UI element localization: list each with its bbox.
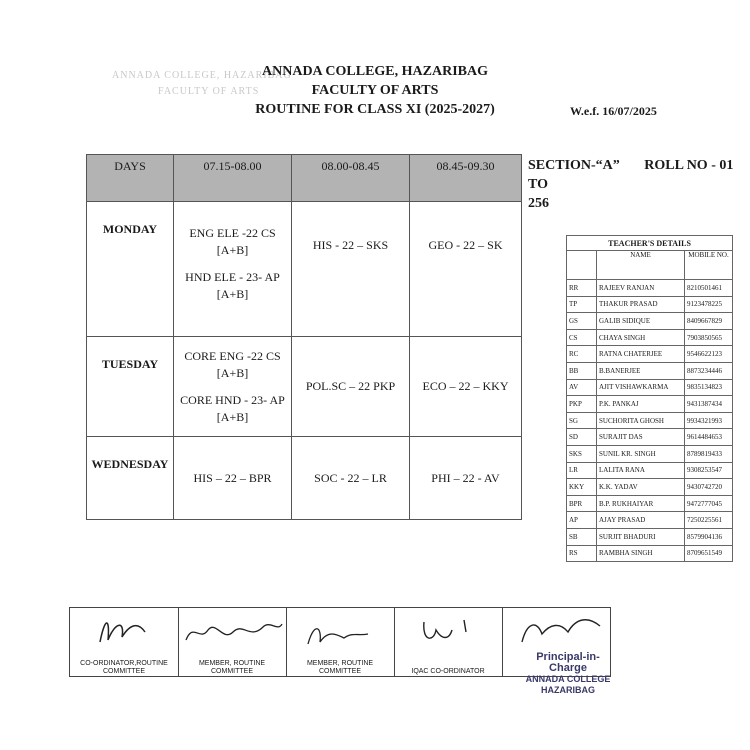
teacher-mobile: 9934321993: [685, 412, 733, 429]
teacher-header-row: [567, 251, 733, 280]
slot-text: HIS - 22 – SKS: [312, 238, 389, 252]
slot-text: PHI – 22 - AV: [431, 470, 500, 485]
slot-text: SOC - 22 – LR: [314, 470, 387, 485]
teacher-code: LR: [567, 462, 597, 479]
signature-scrawl: [502, 612, 610, 652]
code-header: [567, 251, 597, 280]
slot-line: [A+B]: [216, 287, 249, 301]
teacher-mobile: 9614484653: [685, 429, 733, 446]
teacher-mobile: 8873234446: [685, 362, 733, 379]
teacher-name: RAJEEV RANJAN: [597, 280, 685, 297]
slot-text: POL.SC – 22 PKP: [305, 379, 396, 393]
teacher-mobile: 9835134823: [685, 379, 733, 396]
routine-row-monday: [87, 202, 522, 337]
teacher-mobile: 8709651549: [685, 545, 733, 562]
teacher-code: TP: [567, 296, 597, 313]
effective-date: W.e.f. 16/07/2025: [570, 104, 657, 118]
stamp-place: HAZARIBAG: [541, 685, 595, 695]
teacher-mobile: 9431387434: [685, 396, 733, 413]
stamp-title: Principal-in-Charge: [536, 651, 600, 674]
slot-cell: [174, 337, 292, 437]
routine-title: ROUTINE FOR CLASS XI (2025-2027): [255, 102, 495, 117]
routine-table: [86, 154, 522, 520]
teacher-table-title: TEACHER'S DETAILS: [567, 236, 733, 251]
routine-row-tuesday: [87, 337, 522, 437]
stamp-college: ANNADA COLLEGE: [525, 674, 611, 684]
slot-line: [A+B]: [216, 409, 249, 424]
teacher-row: [567, 445, 733, 462]
slot-cell: [410, 437, 522, 520]
teacher-name: B.P. RUKHAIYAR: [597, 495, 685, 512]
slot-cell: [292, 337, 410, 437]
teacher-mobile: 8789819433: [685, 445, 733, 462]
signature-scrawl: [178, 612, 286, 652]
teacher-row: [567, 545, 733, 562]
slot-line: [A+B]: [216, 243, 249, 257]
teacher-code: RR: [567, 280, 597, 297]
teacher-mobile: 9123478225: [685, 296, 733, 313]
teacher-title-row: [567, 236, 733, 251]
name-header: NAME: [597, 251, 685, 280]
roll-range: ROLL NO - 01 TO: [528, 158, 734, 192]
teacher-mobile: 7903850565: [685, 329, 733, 346]
slot-line: ENG ELE -22 CS: [189, 226, 276, 240]
slot-header: 08.00-08.45: [292, 155, 410, 202]
teacher-name: SURJIT BHADURI: [597, 528, 685, 545]
section-label: SECTION-“A”: [528, 158, 620, 173]
teacher-row: [567, 479, 733, 496]
faint-background-text-2: FACULTY OF ARTS: [158, 86, 260, 97]
slot-cell: [292, 202, 410, 337]
principal-stamp: [518, 652, 618, 696]
day-cell: WEDNESDAY: [87, 437, 174, 520]
member-label: MEMBER, ROUTINE COMMITTEE: [198, 660, 266, 675]
teacher-name: THAKUR PRASAD: [597, 296, 685, 313]
teacher-row: [567, 313, 733, 330]
teacher-details-table: [566, 235, 733, 562]
teacher-name: CHAYA SINGH: [597, 329, 685, 346]
teacher-code: GS: [567, 313, 597, 330]
teacher-row: [567, 412, 733, 429]
teacher-name: LALITA RANA: [597, 462, 685, 479]
teacher-name: RAMBHA SINGH: [597, 545, 685, 562]
days-header: DAYS: [87, 155, 174, 202]
teacher-name: AJIT VISHAWKARMA: [597, 379, 685, 396]
teacher-row: [567, 346, 733, 363]
teacher-code: KKY: [567, 479, 597, 496]
teacher-row: [567, 495, 733, 512]
teacher-name: GALIB SIDIQUE: [597, 313, 685, 330]
teacher-mobile: 8579904136: [685, 528, 733, 545]
signature-scrawl: [286, 612, 394, 652]
teacher-name: B.BANERJEE: [597, 362, 685, 379]
teacher-code: RC: [567, 346, 597, 363]
teacher-code: BPR: [567, 495, 597, 512]
signature-member-1: [178, 608, 287, 676]
teacher-code: SKS: [567, 445, 597, 462]
college-title: ANNADA COLLEGE, HAZARIBAG: [262, 64, 488, 79]
teacher-row: [567, 528, 733, 545]
signature-coordinator: [70, 608, 179, 676]
teacher-row: [567, 379, 733, 396]
slot-text: HIS – 22 – BPR: [193, 470, 272, 485]
signature-iqac: [394, 608, 503, 676]
teacher-row: [567, 429, 733, 446]
teacher-name: SURAJIT DAS: [597, 429, 685, 446]
slot-header: 08.45-09.30: [410, 155, 522, 202]
slot-line: CORE HND - 23- AP: [180, 392, 285, 407]
teacher-code: SD: [567, 429, 597, 446]
member-label: MEMBER, ROUTINE COMMITTEE: [306, 660, 374, 675]
teacher-code: BB: [567, 362, 597, 379]
signature-member-2: [286, 608, 395, 676]
signature-scrawl: [70, 612, 178, 652]
teacher-name: RATNA CHATERJEE: [597, 346, 685, 363]
slot-cell: [410, 337, 522, 437]
slot-text: GEO - 22 – SK: [428, 238, 503, 252]
coordinator-label: CO-ORDINATOR,ROUTINE COMMITTEE: [80, 660, 168, 675]
teacher-mobile: 8210501461: [685, 280, 733, 297]
slot-header: 07.15-08.00: [174, 155, 292, 202]
teacher-mobile: 9546622123: [685, 346, 733, 363]
faint-background-text: ANNADA COLLEGE, HAZARIBAG: [112, 70, 292, 81]
teacher-code: RS: [567, 545, 597, 562]
teacher-mobile: 9472777045: [685, 495, 733, 512]
slot-cell: [292, 437, 410, 520]
teacher-row: [567, 296, 733, 313]
teacher-row: [567, 362, 733, 379]
routine-header-row: [87, 155, 522, 202]
teacher-mobile: 8409667829: [685, 313, 733, 330]
teacher-name: SUCHORITA GHOSH: [597, 412, 685, 429]
teacher-mobile: 9430742720: [685, 479, 733, 496]
teacher-code: AP: [567, 512, 597, 529]
teacher-mobile: 9308253547: [685, 462, 733, 479]
teacher-name: SUNIL KR. SINGH: [597, 445, 685, 462]
slot-cell: [174, 202, 292, 337]
teacher-code: SB: [567, 528, 597, 545]
teacher-code: CS: [567, 329, 597, 346]
teacher-code: PKP: [567, 396, 597, 413]
teacher-row: [567, 512, 733, 529]
slot-cell: [410, 202, 522, 337]
teacher-mobile: 7250225561: [685, 512, 733, 529]
slot-text: ECO – 22 – KKY: [422, 379, 509, 393]
signature-scrawl: [394, 612, 502, 652]
routine-row-wednesday: [87, 437, 522, 520]
iqac-label: IQAC CO-ORDINATOR: [411, 668, 485, 675]
teacher-row: [567, 280, 733, 297]
teacher-name: K.K. YADAV: [597, 479, 685, 496]
teacher-name: P.K. PANKAJ: [597, 396, 685, 413]
teacher-code: AV: [567, 379, 597, 396]
teacher-code: SG: [567, 412, 597, 429]
slot-line: CORE ENG -22 CS: [184, 348, 281, 363]
teacher-row: [567, 462, 733, 479]
slot-cell: [174, 437, 292, 520]
slot-line: HND ELE - 23- AP: [185, 270, 280, 284]
day-cell: MONDAY: [87, 202, 174, 337]
teacher-row: [567, 396, 733, 413]
slot-line: [A+B]: [216, 365, 249, 380]
section-info: [528, 156, 743, 213]
faculty-title: FACULTY OF ARTS: [311, 83, 439, 98]
roll-range-end: 256: [528, 196, 549, 211]
day-cell: TUESDAY: [87, 337, 174, 437]
mobile-header: MOBILE NO.: [685, 251, 733, 280]
teacher-name: AJAY PRASAD: [597, 512, 685, 529]
teacher-row: [567, 329, 733, 346]
